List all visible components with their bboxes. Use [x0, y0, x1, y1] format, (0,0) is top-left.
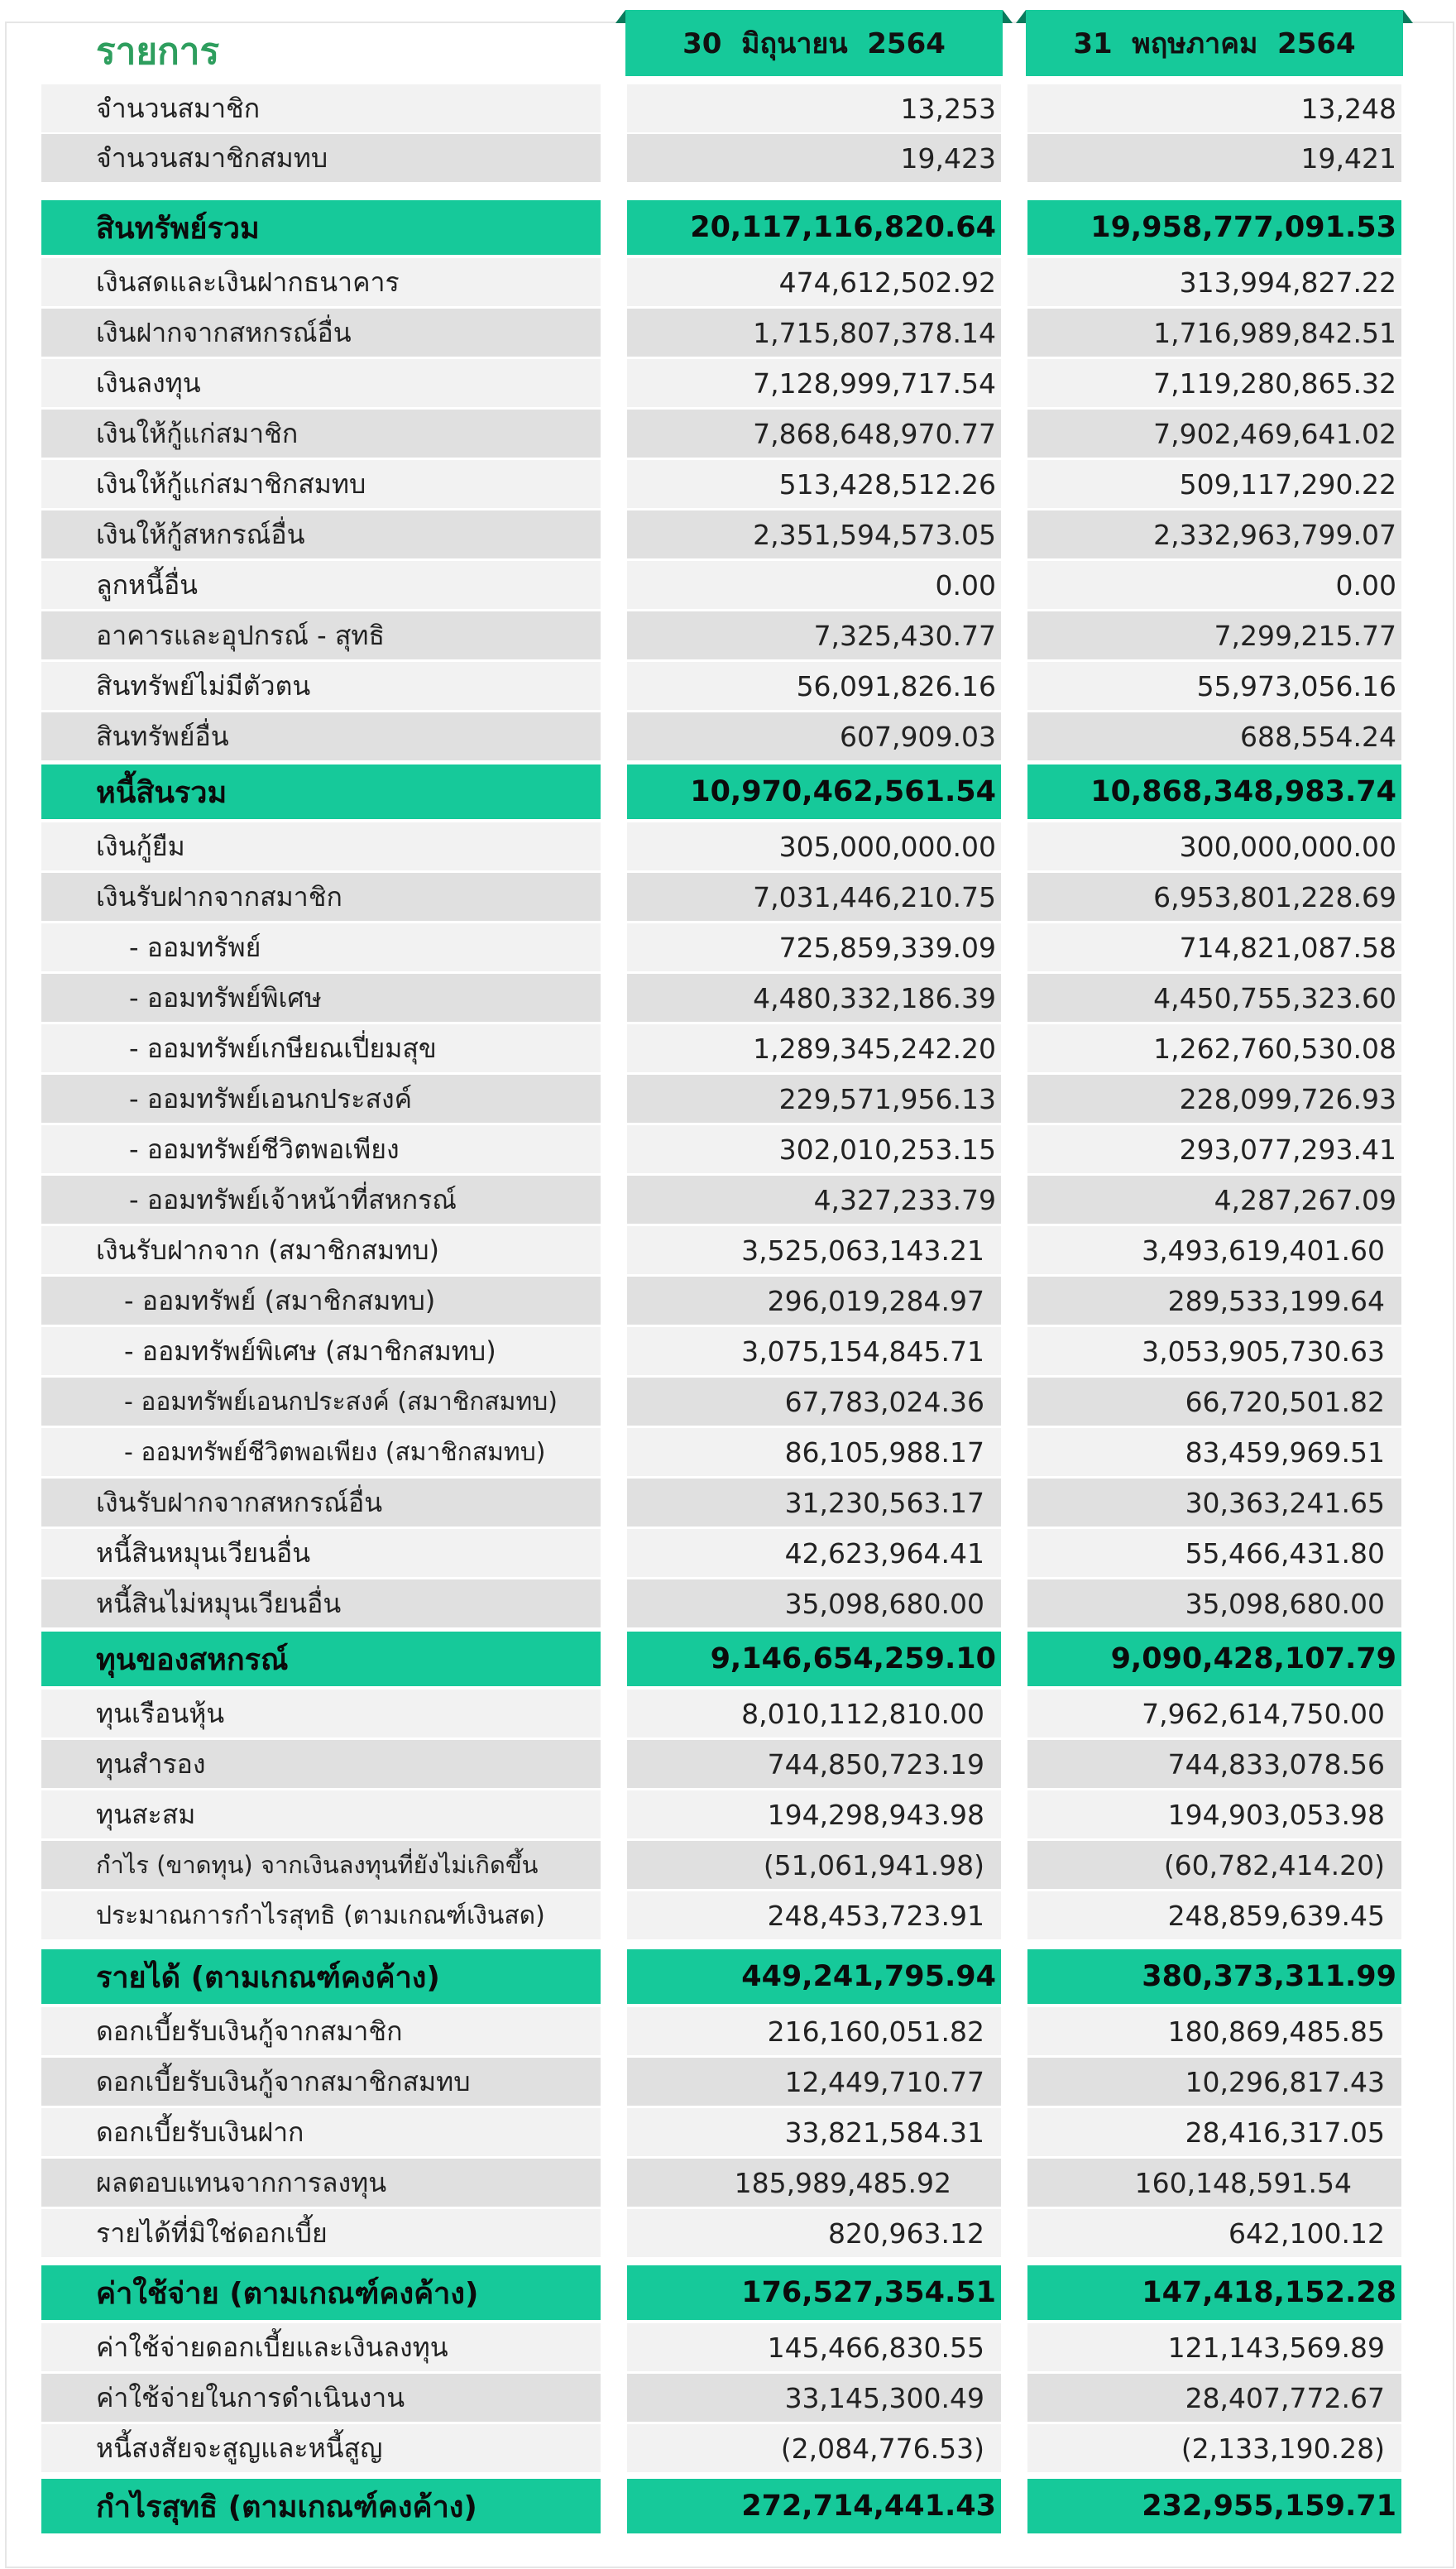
value-june-2564: 9,146,654,259.10 — [627, 1632, 1001, 1686]
value-may-2564: 7,299,215.77 — [1027, 611, 1401, 659]
value-june-2564: 725,859,339.09 — [627, 923, 1001, 971]
table-row — [0, 1226, 1456, 1274]
value-june-2564: 474,612,502.92 — [627, 258, 1001, 306]
table-row — [0, 410, 1456, 458]
value-may-2564: 35,098,680.00 — [1027, 1579, 1401, 1627]
table-row — [0, 1327, 1456, 1375]
column-header-june-2564: 30 มิถุนายน 2564 — [625, 10, 1003, 76]
value-may-2564: 55,466,431.80 — [1027, 1529, 1401, 1577]
row-label: - ออมทรัพย์ — [41, 923, 601, 971]
value-may-2564: 1,716,989,842.51 — [1027, 309, 1401, 357]
value-june-2564: 272,714,441.43 — [627, 2479, 1001, 2533]
value-may-2564: 7,962,614,750.00 — [1027, 1690, 1401, 1737]
table-row — [0, 1740, 1456, 1788]
table-row — [0, 561, 1456, 609]
table-row — [0, 2209, 1456, 2257]
value-may-2564: 228,099,726.93 — [1027, 1075, 1401, 1123]
table-row — [0, 1891, 1456, 1939]
row-label: หนี้สงสัยจะสูญและหนี้สูญ — [41, 2424, 601, 2472]
value-june-2564: 607,909.03 — [627, 712, 1001, 760]
value-may-2564: 19,421 — [1027, 134, 1401, 182]
row-label: ดอกเบี้ยรับเงินกู้จากสมาชิกสมทบ — [41, 2058, 601, 2106]
value-june-2564: 7,031,446,210.75 — [627, 873, 1001, 921]
value-may-2564: 28,416,317.05 — [1027, 2108, 1401, 2156]
table-row — [0, 359, 1456, 407]
section-header-row — [0, 2265, 1456, 2320]
value-may-2564: 55,973,056.16 — [1027, 662, 1401, 710]
section-header-row — [0, 200, 1456, 255]
row-label: - ออมทรัพย์ชีวิตพอเพียง — [41, 1125, 601, 1173]
row-label: สินทรัพย์รวม — [41, 200, 601, 255]
row-label: - ออมทรัพย์ชีวิตพอเพียง (สมาชิกสมทบ) — [41, 1428, 601, 1476]
table-row — [0, 258, 1456, 306]
table-row — [0, 1378, 1456, 1426]
row-label: หนี้สินหมุนเวียนอื่น — [41, 1529, 601, 1577]
table-row — [0, 1790, 1456, 1838]
value-may-2564: 313,994,827.22 — [1027, 258, 1401, 306]
value-june-2564: 7,128,999,717.54 — [627, 359, 1001, 407]
section-header-row — [0, 2479, 1456, 2533]
row-label: หนี้สินรวม — [41, 764, 601, 819]
table-row — [0, 1024, 1456, 1072]
row-label: ค่าใช้จ่าย (ตามเกณฑ์คงค้าง) — [41, 2265, 601, 2320]
value-june-2564: 31,230,563.17 — [627, 1479, 1001, 1527]
row-label: จำนวนสมาชิกสมทบ — [41, 134, 601, 182]
row-label: ดอกเบี้ยรับเงินฝาก — [41, 2108, 601, 2156]
value-june-2564: 0.00 — [627, 561, 1001, 609]
row-label: - ออมทรัพย์พิเศษ (สมาชิกสมทบ) — [41, 1327, 601, 1375]
value-june-2564: 229,571,956.13 — [627, 1075, 1001, 1123]
value-june-2564: 145,466,830.55 — [627, 2323, 1001, 2371]
table-row — [0, 309, 1456, 357]
value-may-2564: 642,100.12 — [1027, 2209, 1401, 2257]
table-row — [0, 923, 1456, 971]
value-june-2564: 744,850,723.19 — [627, 1740, 1001, 1788]
table-row — [0, 1479, 1456, 1527]
table-row — [0, 822, 1456, 870]
value-june-2564: 33,821,584.31 — [627, 2108, 1001, 2156]
row-label: ค่าใช้จ่ายในการดำเนินงาน — [41, 2374, 601, 2422]
section-header-row — [0, 1632, 1456, 1686]
row-label: ประมาณการกำไรสุทธิ (ตามเกณฑ์เงินสด) — [41, 1891, 601, 1939]
value-june-2564: 3,525,063,143.21 — [627, 1226, 1001, 1274]
row-label: สินทรัพย์ไม่มีตัวตน — [41, 662, 601, 710]
value-june-2564: 4,480,332,186.39 — [627, 974, 1001, 1022]
value-may-2564: 147,418,152.28 — [1027, 2265, 1401, 2320]
value-june-2564: 3,075,154,845.71 — [627, 1327, 1001, 1375]
row-label: ลูกหนี้อื่น — [41, 561, 601, 609]
value-may-2564: 4,450,755,323.60 — [1027, 974, 1401, 1022]
table-row — [0, 2374, 1456, 2422]
value-may-2564: 509,117,290.22 — [1027, 460, 1401, 508]
row-label: จำนวนสมาชิก — [41, 84, 601, 132]
row-label: รายได้ (ตามเกณฑ์คงค้าง) — [41, 1949, 601, 2004]
value-june-2564: 8,010,112,810.00 — [627, 1690, 1001, 1737]
value-may-2564: 1,262,760,530.08 — [1027, 1024, 1401, 1072]
value-june-2564: 194,298,943.98 — [627, 1790, 1001, 1838]
row-label: - ออมทรัพย์เอนกประสงค์ — [41, 1075, 601, 1123]
row-label: สินทรัพย์อื่น — [41, 712, 601, 760]
value-may-2564: 714,821,087.58 — [1027, 923, 1401, 971]
table-row — [0, 134, 1456, 182]
row-label: ค่าใช้จ่ายดอกเบี้ยและเงินลงทุน — [41, 2323, 601, 2371]
value-june-2564: 305,000,000.00 — [627, 822, 1001, 870]
row-label: ทุนของสหกรณ์ — [41, 1632, 601, 1686]
table-row — [0, 974, 1456, 1022]
value-may-2564: 3,493,619,401.60 — [1027, 1226, 1401, 1274]
table-row — [0, 1841, 1456, 1889]
row-label: - ออมทรัพย์พิเศษ — [41, 974, 601, 1022]
value-may-2564: 4,287,267.09 — [1027, 1176, 1401, 1224]
row-label: หนี้สินไม่หมุนเวียนอื่น — [41, 1579, 601, 1627]
table-row — [0, 2424, 1456, 2472]
value-may-2564: (60,782,414.20) — [1027, 1841, 1401, 1889]
value-may-2564: 10,868,348,983.74 — [1027, 764, 1401, 819]
row-label: เงินรับฝากจากสหกรณ์อื่น — [41, 1479, 601, 1527]
table-row — [0, 1277, 1456, 1325]
row-label: เงินให้กู้สหกรณ์อื่น — [41, 510, 601, 558]
row-label: เงินรับฝากจากสมาชิก — [41, 873, 601, 921]
table-row — [0, 611, 1456, 659]
table-row — [0, 712, 1456, 760]
value-may-2564: 248,859,639.45 — [1027, 1891, 1401, 1939]
row-label: เงินให้กู้แก่สมาชิก — [41, 410, 601, 458]
value-may-2564: 194,903,053.98 — [1027, 1790, 1401, 1838]
value-may-2564: 6,953,801,228.69 — [1027, 873, 1401, 921]
row-label: - ออมทรัพย์เอนกประสงค์ (สมาชิกสมทบ) — [41, 1378, 601, 1426]
value-june-2564: (51,061,941.98) — [627, 1841, 1001, 1889]
value-june-2564: 33,145,300.49 — [627, 2374, 1001, 2422]
value-may-2564: 232,955,159.71 — [1027, 2479, 1401, 2533]
row-label: เงินฝากจากสหกรณ์อื่น — [41, 309, 601, 357]
value-may-2564: 19,958,777,091.53 — [1027, 200, 1401, 255]
value-may-2564: 28,407,772.67 — [1027, 2374, 1401, 2422]
value-may-2564: 289,533,199.64 — [1027, 1277, 1401, 1325]
value-june-2564: 248,453,723.91 — [627, 1891, 1001, 1939]
value-june-2564: 820,963.12 — [627, 2209, 1001, 2257]
value-may-2564: 9,090,428,107.79 — [1027, 1632, 1401, 1686]
value-may-2564: 83,459,969.51 — [1027, 1428, 1401, 1476]
row-label: - ออมทรัพย์เจ้าหน้าที่สหกรณ์ — [41, 1176, 601, 1224]
value-june-2564: (2,084,776.53) — [627, 2424, 1001, 2472]
value-may-2564: 380,373,311.99 — [1027, 1949, 1401, 2004]
table-row — [0, 2108, 1456, 2156]
table-row — [0, 2058, 1456, 2106]
table-row — [0, 2007, 1456, 2055]
table-row — [0, 873, 1456, 921]
table-row — [0, 2159, 1456, 2207]
table-row — [0, 1125, 1456, 1173]
value-may-2564: 688,554.24 — [1027, 712, 1401, 760]
table-row — [0, 662, 1456, 710]
value-june-2564: 13,253 — [627, 84, 1001, 132]
value-may-2564: 0.00 — [1027, 561, 1401, 609]
section-header-row — [0, 764, 1456, 819]
value-june-2564: 20,117,116,820.64 — [627, 200, 1001, 255]
table-row — [0, 1075, 1456, 1123]
value-june-2564: 7,868,648,970.77 — [627, 410, 1001, 458]
value-may-2564: 3,053,905,730.63 — [1027, 1327, 1401, 1375]
value-june-2564: 7,325,430.77 — [627, 611, 1001, 659]
value-june-2564: 296,019,284.97 — [627, 1277, 1001, 1325]
row-label: เงินกู้ยืม — [41, 822, 601, 870]
value-may-2564: 10,296,817.43 — [1027, 2058, 1401, 2106]
value-june-2564: 56,091,826.16 — [627, 662, 1001, 710]
value-june-2564: 2,351,594,573.05 — [627, 510, 1001, 558]
row-label: - ออมทรัพย์เกษียณเปี่ยมสุข — [41, 1024, 601, 1072]
row-label: เงินให้กู้แก่สมาชิกสมทบ — [41, 460, 601, 508]
header-item-label: รายการ — [96, 31, 220, 73]
value-may-2564: 7,119,280,865.32 — [1027, 359, 1401, 407]
value-may-2564: 744,833,078.56 — [1027, 1740, 1401, 1788]
value-june-2564: 449,241,795.94 — [627, 1949, 1001, 2004]
value-may-2564: 121,143,569.89 — [1027, 2323, 1401, 2371]
row-label: ทุนสำรอง — [41, 1740, 601, 1788]
row-label: อาคารและอุปกรณ์ - สุทธิ — [41, 611, 601, 659]
row-label: รายได้ที่มิใช่ดอกเบี้ย — [41, 2209, 601, 2257]
value-may-2564: (2,133,190.28) — [1027, 2424, 1401, 2472]
row-label: เงินรับฝากจาก (สมาชิกสมทบ) — [41, 1226, 601, 1274]
value-june-2564: 67,783,024.36 — [627, 1378, 1001, 1426]
table-row — [0, 2323, 1456, 2371]
row-label: เงินสดและเงินฝากธนาคาร — [41, 258, 601, 306]
value-may-2564: 160,148,591.54 — [1027, 2159, 1401, 2207]
table-row — [0, 1690, 1456, 1737]
value-may-2564: 293,077,293.41 — [1027, 1125, 1401, 1173]
section-header-row — [0, 1949, 1456, 2004]
value-june-2564: 12,449,710.77 — [627, 2058, 1001, 2106]
value-may-2564: 2,332,963,799.07 — [1027, 510, 1401, 558]
table-row — [0, 1579, 1456, 1627]
value-june-2564: 10,970,462,561.54 — [627, 764, 1001, 819]
table-row — [0, 84, 1456, 132]
value-may-2564: 180,869,485.85 — [1027, 2007, 1401, 2055]
value-june-2564: 216,160,051.82 — [627, 2007, 1001, 2055]
row-label: ดอกเบี้ยรับเงินกู้จากสมาชิก — [41, 2007, 601, 2055]
row-label: - ออมทรัพย์ (สมาชิกสมทบ) — [41, 1277, 601, 1325]
value-june-2564: 1,289,345,242.20 — [627, 1024, 1001, 1072]
table-row — [0, 1529, 1456, 1577]
row-label: ทุนเรือนหุ้น — [41, 1690, 601, 1737]
table-row — [0, 460, 1456, 508]
value-june-2564: 176,527,354.51 — [627, 2265, 1001, 2320]
value-may-2564: 30,363,241.65 — [1027, 1479, 1401, 1527]
column-header-may-2564: 31 พฤษภาคม 2564 — [1026, 10, 1403, 76]
value-june-2564: 35,098,680.00 — [627, 1579, 1001, 1627]
value-june-2564: 302,010,253.15 — [627, 1125, 1001, 1173]
value-june-2564: 185,989,485.92 — [627, 2159, 1001, 2207]
row-label: กำไรสุทธิ (ตามเกณฑ์คงค้าง) — [41, 2479, 601, 2533]
value-june-2564: 4,327,233.79 — [627, 1176, 1001, 1224]
value-may-2564: 13,248 — [1027, 84, 1401, 132]
table-row — [0, 1176, 1456, 1224]
table-row — [0, 510, 1456, 558]
value-june-2564: 42,623,964.41 — [627, 1529, 1001, 1577]
value-may-2564: 7,902,469,641.02 — [1027, 410, 1401, 458]
row-label: ทุนสะสม — [41, 1790, 601, 1838]
value-may-2564: 300,000,000.00 — [1027, 822, 1401, 870]
table-row — [0, 1428, 1456, 1476]
value-june-2564: 86,105,988.17 — [627, 1428, 1001, 1476]
row-label: กำไร (ขาดทุน) จากเงินลงทุนที่ยังไม่เกิดขึ้น — [41, 1841, 601, 1889]
value-may-2564: 66,720,501.82 — [1027, 1378, 1401, 1426]
value-june-2564: 19,423 — [627, 134, 1001, 182]
value-june-2564: 513,428,512.26 — [627, 460, 1001, 508]
value-june-2564: 1,715,807,378.14 — [627, 309, 1001, 357]
row-label: ผลตอบแทนจากการลงทุน — [41, 2159, 601, 2207]
row-label: เงินลงทุน — [41, 359, 601, 407]
